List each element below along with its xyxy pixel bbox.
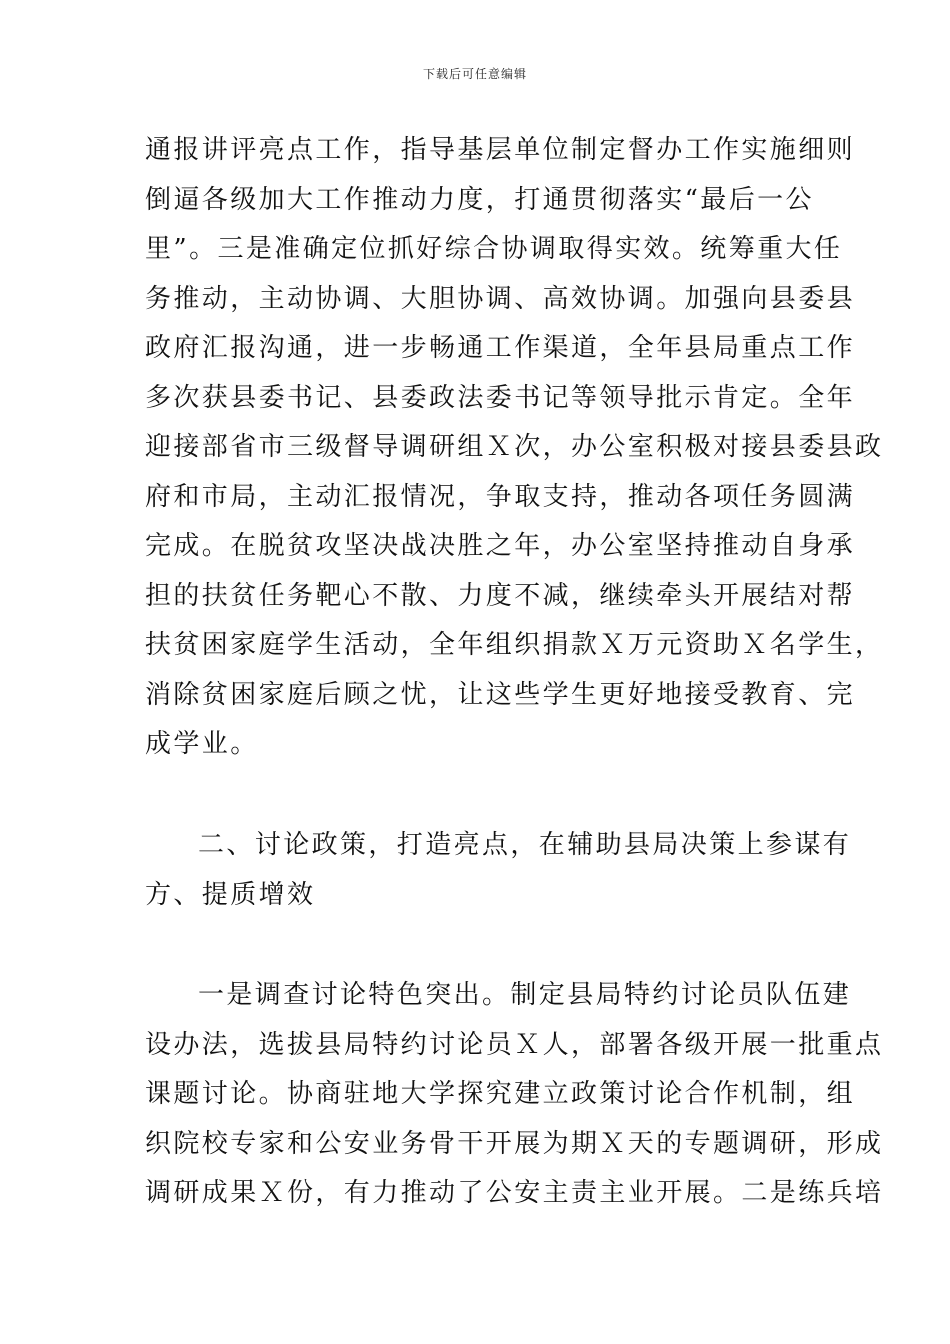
paragraph-1-line-7: 迎接部省市三级督导调研组Ｘ次，办公室积极对接县委县政 [145, 432, 884, 462]
section-heading-line-1: 二、讨论政策，打造亮点，在辅助县局决策上参谋有 [198, 830, 852, 860]
paragraph-1-line-2: 倒逼各级加大工作推动力度，打通贯彻落实“最后一公 [145, 185, 814, 215]
paragraph-1-line-9: 完成。在脱贫攻坚决战决胜之年，办公室坚持推动自身承 [145, 531, 856, 561]
paragraph-1-line-6: 多次获县委书记、县委政法委书记等领导批示肯定。全年 [145, 383, 856, 413]
paragraph-1-line-1: 通报讲评亮点工作，指导基层单位制定督办工作实施细则 [145, 135, 856, 165]
paragraph-1-line-13: 成学业。 [145, 729, 259, 759]
paragraph-1-line-3: 里”。三是准确定位抓好综合协调取得实效。统筹重大任 [145, 234, 843, 264]
paragraph-3-line-2: 设办法，选拔县局特约讨论员Ｘ人，部署各级开展一批重点 [145, 1030, 884, 1060]
paragraph-1-line-12: 消除贫困家庭后顾之忧，让这些学生更好地接受教育、完 [145, 680, 856, 710]
paragraph-1-line-8: 府和市局，主动汇报情况，争取支持，推动各项任务圆满 [145, 482, 856, 512]
paragraph-3-line-3: 课题讨论。协商驻地大学探究建立政策讨论合作机制，组 [145, 1079, 856, 1109]
section-heading-line-2: 方、提质增效 [145, 880, 316, 910]
paragraph-1-line-4: 务推动，主动协调、大胆协调、高效协调。加强向县委县 [145, 284, 856, 314]
paragraph-3-line-1: 一是调查讨论特色突出。制定县局特约讨论员队伍建 [198, 980, 852, 1010]
page-header: 下载后可任意编辑 [422, 67, 527, 81]
paragraph-3-line-4: 织院校专家和公安业务骨干开展为期Ｘ天的专题调研，形成 [145, 1129, 884, 1159]
paragraph-1-line-11: 扶贫困家庭学生活动，全年组织捐款Ｘ万元资助Ｘ名学生， [145, 630, 884, 660]
paragraph-3-line-5: 调研成果Ｘ份，有力推动了公安主责主业开展。二是练兵培 [145, 1178, 884, 1208]
paragraph-1-line-10: 担的扶贫任务靶心不散、力度不减，继续牵头开展结对帮 [145, 581, 856, 611]
paragraph-1-line-5: 政府汇报沟通，进一步畅通工作渠道，全年县局重点工作 [145, 333, 856, 363]
